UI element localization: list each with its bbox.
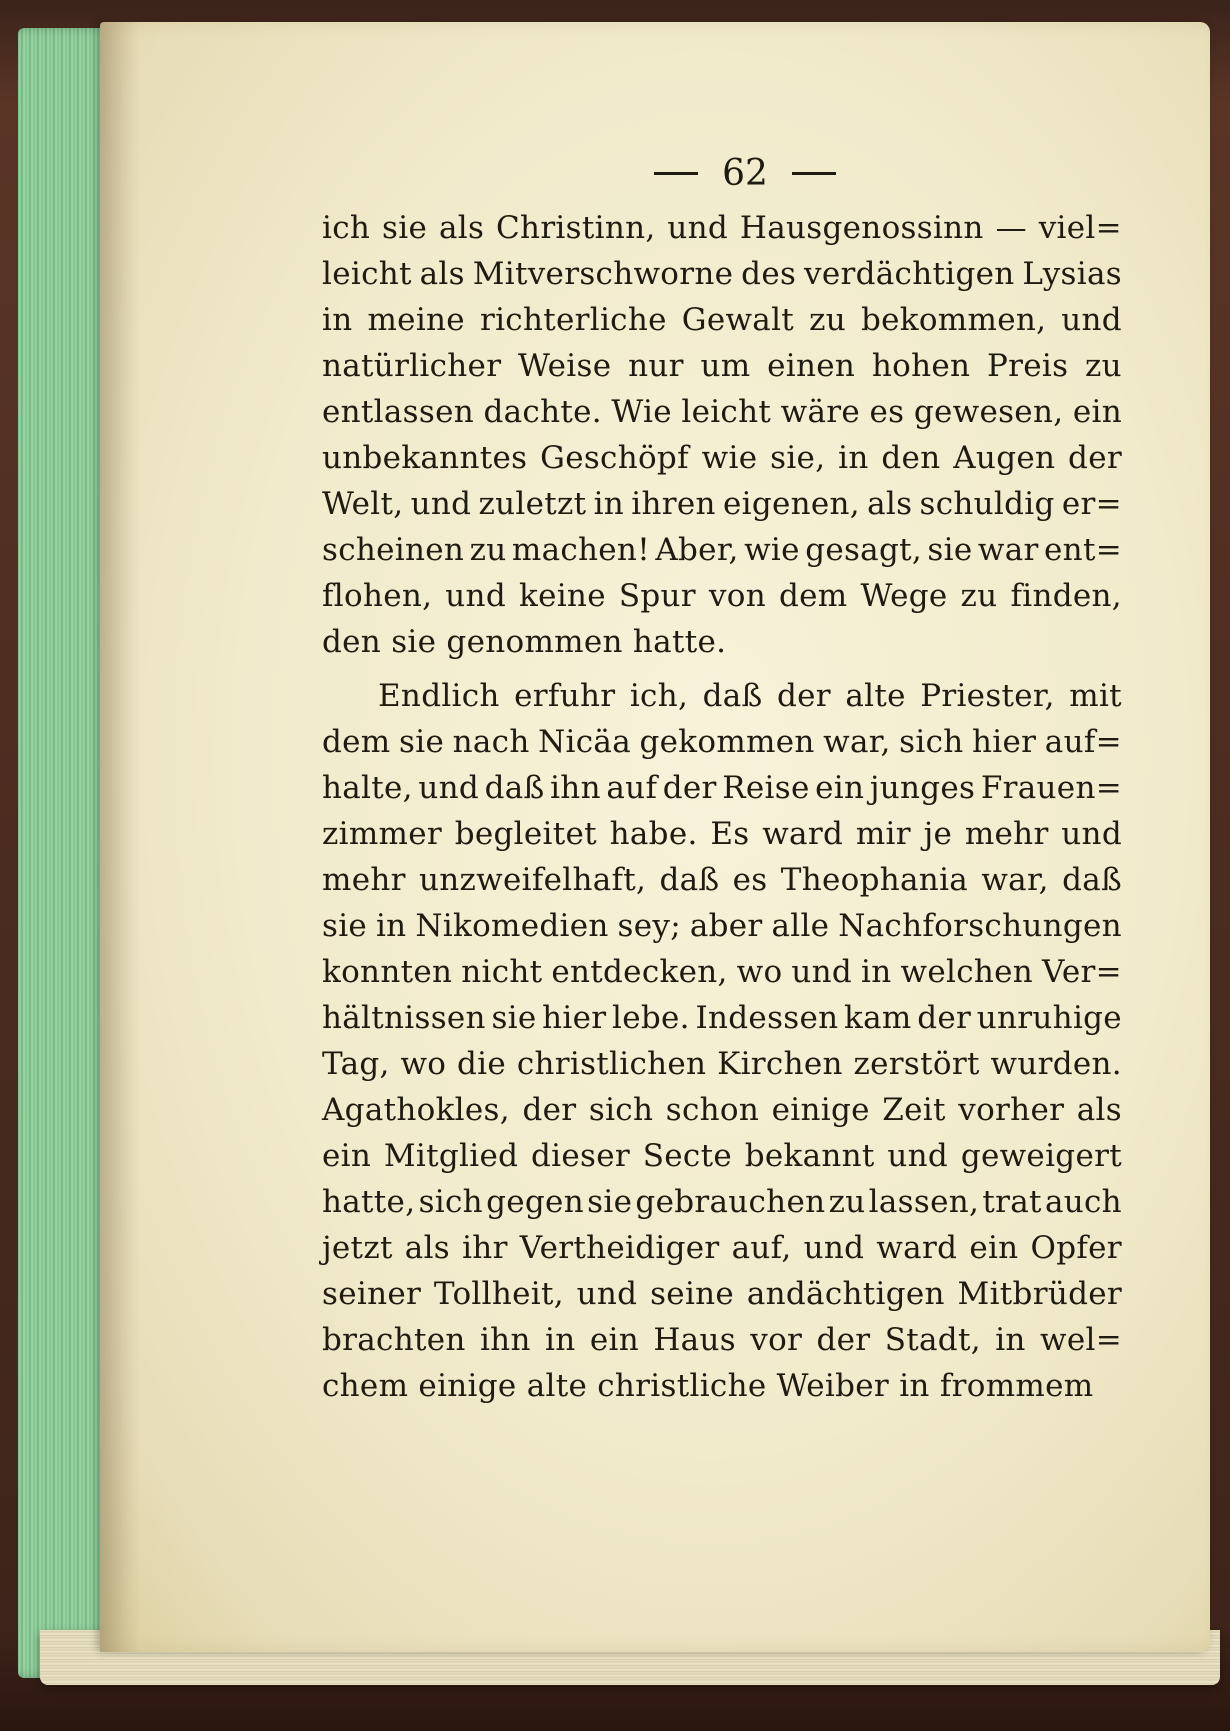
text-line: ich sie als Christinn, und Hausgenossinn — viel= (322, 210, 1122, 246)
dash-right (792, 172, 836, 175)
text-line: ein Mitglied dieser Secte bekannt und geweigert (322, 1138, 1122, 1174)
text-line: jetzt als ihr Vertheidiger auf, und ward ein Opfer (322, 1230, 1122, 1266)
text-line: dem sie nach Nicäa gekommen war, sich hier auf= (322, 724, 1122, 760)
text-line: chem einige alte christliche Weiber in frommem (322, 1368, 1094, 1404)
text-line: scheinen zu machen! Aber, wie gesagt, sie war ent= (322, 532, 1122, 568)
text-line: Tag, wo die christlichen Kirchen zerstört wurden. (322, 1046, 1122, 1082)
text-line: leicht als Mitverschworne des verdächtigen Lysias (322, 256, 1122, 292)
text-line: brachten ihn in ein Haus vor der Stadt, in wel= (322, 1322, 1122, 1358)
text-line: halte, und daß ihn auf der Reise ein junges Frauen= (322, 770, 1122, 806)
text-line: unbekanntes Geschöpf wie sie, in den Augen der (322, 440, 1122, 476)
text-line: Endlich erfuhr ich, daß der alte Priester, mit (378, 678, 1122, 714)
text-line: in meine richterliche Gewalt zu bekommen, und (322, 302, 1122, 338)
text-line: flohen, und keine Spur von dem Wege zu finden, (322, 578, 1122, 614)
spine-shadow (100, 22, 140, 1652)
dash-left (654, 172, 698, 175)
text-line: den sie genommen hatte. (322, 624, 727, 660)
text-line: entlassen dachte. Wie leicht wäre es gewesen, ein (322, 394, 1122, 430)
body-text (322, 205, 1122, 1409)
text-line: mehr unzweifelhaft, daß es Theophania war, daß (322, 862, 1122, 898)
text-line: Welt, und zuletzt in ihren eigenen, als schuldig er= (322, 486, 1122, 522)
text-line: natürlicher Weise nur um einen hohen Preis zu (322, 348, 1122, 384)
text-line: zimmer begleitet habe. Es ward mir je mehr und (322, 816, 1122, 852)
paragraph-gap (322, 665, 1122, 673)
text-line: hatte, sich gegen sie gebrauchen zu lassen, trat auch (322, 1184, 1122, 1220)
text-line: sie in Nikomedien sey; aber alle Nachforschungen (322, 908, 1122, 944)
text-line: konnten nicht entdecken, wo und in welchen Ver= (322, 954, 1122, 990)
text-line: Agathokles, der sich schon einige Zeit vorher als (322, 1092, 1122, 1128)
page-number: 62 (722, 152, 768, 194)
text-line: seiner Tollheit, und seine andächtigen Mitbrüder (322, 1276, 1122, 1312)
page-header (640, 148, 850, 198)
text-line: hältnissen sie hier lebe. Indessen kam der unruhige (322, 1000, 1122, 1036)
